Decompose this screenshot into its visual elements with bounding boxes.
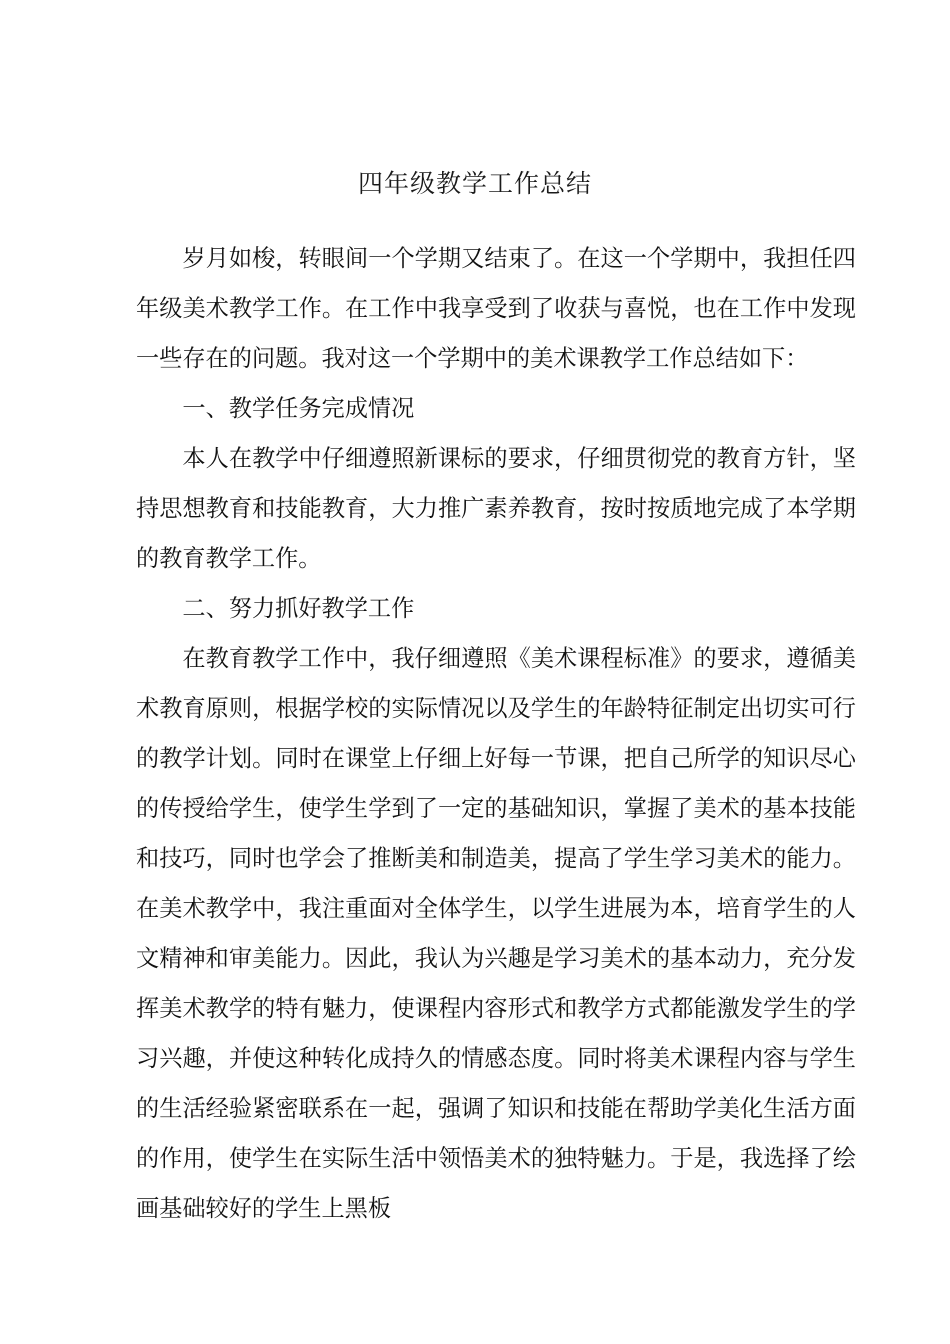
paragraph-intro: 岁月如梭，转眼间一个学期又结束了。在这一个学期中，我担任四年级美术教学工作。在工作中我享受到了收获与喜悦，也在工作中发现一些存在的问题。我对这一个学期中的美术课教学工作总结如下： (136, 245, 856, 372)
section-heading-2: 二、努力抓好教学工作 (182, 595, 415, 622)
document-body (136, 234, 856, 1234)
section-heading-1: 一、教学任务完成情况 (182, 395, 415, 422)
document-title: 四年级教学工作总结 (357, 169, 592, 198)
paragraph-section-2: 在教育教学工作中，我仔细遵照《美术课程标准》的要求，遵循美术教育原则，根据学校的实际情况以及学生的年龄特征制定出切实可行的教学计划。同时在课堂上仔细上好每一节课，把自己所学的知识尽心的传授给学生，使学生学到了一定的基础知识，掌握了美术的基本技能和技巧，同时也学会了推断美和制造美，提高了学生学习美术的能力。在美术教学中，我注重面对全体学生，以学生进展为本，培育学生的人文精神和审美能力。因此，我认为兴趣是学习美术的基本动力，充分发挥美术教学的特有魅力，使课程内容形式和教学方式都能激发学生的学习兴趣，并使这种转化成持久的情感态度。同时将美术课程内容与学生的生活经验紧密联系在一起，强调了知识和技能在帮助学美化生活方面的作用，使学生在实际生活中领悟美术的独特魅力。于是，我选择了绘画基础较好的学生上黑板 (136, 645, 856, 1222)
paragraph-section-1: 本人在教学中仔细遵照新课标的要求，仔细贯彻党的教育方针，坚持思想教育和技能教育，大力推广素养教育，按时按质地完成了本学期的教育教学工作。 (136, 445, 856, 572)
